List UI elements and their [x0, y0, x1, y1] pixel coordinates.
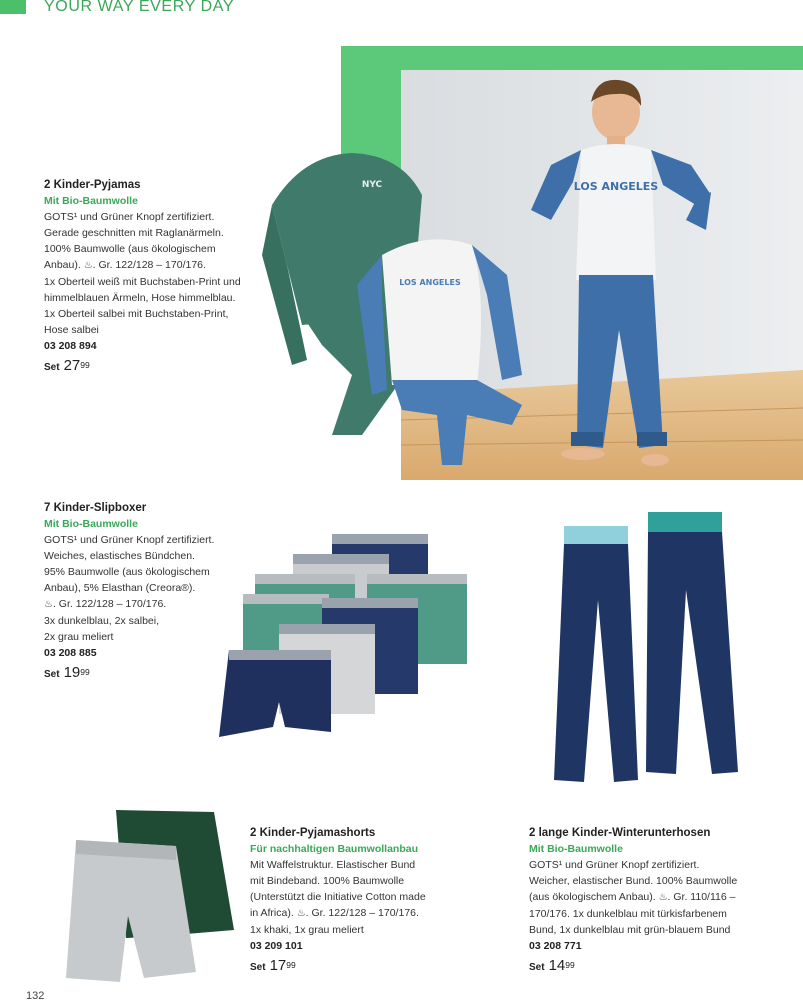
product-desc-line: 2x grau meliert	[44, 631, 114, 643]
wash-care-icon: ♨	[296, 908, 306, 919]
winterunterhosen-product-image	[548, 510, 748, 800]
product-price: Set $14^{99}$	[529, 957, 575, 974]
product-sizes: . Gr. 110/116 –	[667, 891, 736, 903]
product-desc-line: 1x Oberteil salbei mit Buchstaben-Print,	[44, 308, 229, 320]
product-desc-line: GOTS¹ und Grüner Knopf zertifiziert.	[44, 534, 215, 546]
wash-care-icon: ♨	[44, 599, 53, 610]
product-kinder-pyjamas	[44, 177, 274, 376]
product-desc-line: 1x Oberteil weiß mit Buchstaben-Print und	[44, 276, 241, 288]
product-desc-line: GOTS¹ und Grüner Knopf zertifiziert.	[529, 859, 700, 871]
product-desc-line: Weiches, elastisches Bündchen.	[44, 550, 195, 562]
product-desc-line: Bund, 1x dunkelblau mit grün-blauem Bund	[529, 924, 731, 936]
product-name: 7 Kinder-Slipboxer	[44, 502, 147, 514]
product-desc-line: Mit Waffelstruktur. Elastischer Bund	[250, 859, 416, 871]
product-desc-line: Weicher, elastischer Bund. 100% Baumwolle	[529, 875, 738, 887]
product-kinder-pyjamashorts	[250, 825, 490, 976]
product-subtitle: Mit Bio-Baumwolle	[44, 195, 138, 207]
product-desc-line: GOTS¹ und Grüner Knopf zertifiziert.	[44, 211, 215, 223]
product-price: Set $19^{99}$	[44, 664, 90, 681]
wash-care-icon: ♨	[658, 892, 668, 903]
product-subtitle: Für nachhaltigen Baumwollanbau	[250, 843, 419, 855]
product-sizes: . Gr. 122/128 – 170/176.	[92, 259, 206, 271]
photo-shirt-print: LOS ANGELES	[573, 180, 659, 193]
product-desc-line: Hose salbei	[44, 324, 99, 336]
product-desc-line: himmelblauen Ärmeln, Hose himmelblau.	[44, 292, 236, 304]
page-header-title: YOUR WAY EVERY DAY	[44, 0, 235, 15]
product-sizes: . Gr. 122/128 – 170/176.	[52, 598, 167, 610]
product-desc-line: 170/176. 1x dunkelblau mit türkisfarbenem	[529, 908, 727, 920]
product-name: 2 Kinder-Pyjamashorts	[250, 827, 376, 839]
product-kinder-winterunterhosen	[529, 825, 794, 976]
product-desc-line: mit Bindeband. 100% Baumwolle	[250, 875, 405, 887]
article-number: 03 208 885	[44, 647, 97, 659]
product-price: Set $27^{99}$	[44, 357, 90, 374]
product-desc-line: 100% Baumwolle (aus ökologischem	[44, 243, 216, 255]
la-print: LOS ANGELES	[399, 278, 461, 287]
product-desc-line: 3x dunkelblau, 2x salbei,	[44, 615, 159, 627]
product-desc-line: Anbau), 5% Elasthan (Creora®).	[44, 582, 196, 594]
product-sizes: . Gr. 122/128 – 170/176.	[305, 907, 419, 919]
wash-care-icon: ♨	[83, 260, 93, 271]
product-subtitle: Mit Bio-Baumwolle	[44, 518, 138, 530]
nyc-print: NYC	[361, 180, 383, 190]
product-price: Set $17^{99}$	[250, 957, 296, 974]
product-subtitle: Mit Bio-Baumwolle	[529, 843, 623, 855]
product-desc-line: 95% Baumwolle (aus ökologischem	[44, 566, 210, 578]
product-desc-line: Anbau).	[44, 259, 84, 271]
article-number: 03 208 771	[529, 940, 582, 952]
article-number: 03 209 101	[250, 940, 303, 952]
product-desc-line: (aus ökologischem Anbau).	[529, 891, 659, 903]
product-desc-line: (Unterstützt die Initiative Cotton made	[250, 891, 426, 903]
header-accent-bar	[0, 0, 26, 14]
product-desc-line: in Africa).	[250, 907, 297, 919]
product-kinder-slipboxer	[44, 500, 264, 683]
product-desc-line: Gerade geschnitten mit Raglanärmeln.	[44, 227, 224, 239]
pyjama-product-image	[262, 135, 542, 465]
product-desc-line: 1x khaki, 1x grau meliert	[250, 924, 364, 936]
page-number: 132	[26, 990, 45, 1002]
product-name: 2 Kinder-Pyjamas	[44, 179, 141, 191]
product-name: 2 lange Kinder-Winterunterhosen	[529, 827, 711, 839]
article-number: 03 208 894	[44, 340, 97, 352]
pyjamashorts-product-image	[66, 806, 242, 986]
